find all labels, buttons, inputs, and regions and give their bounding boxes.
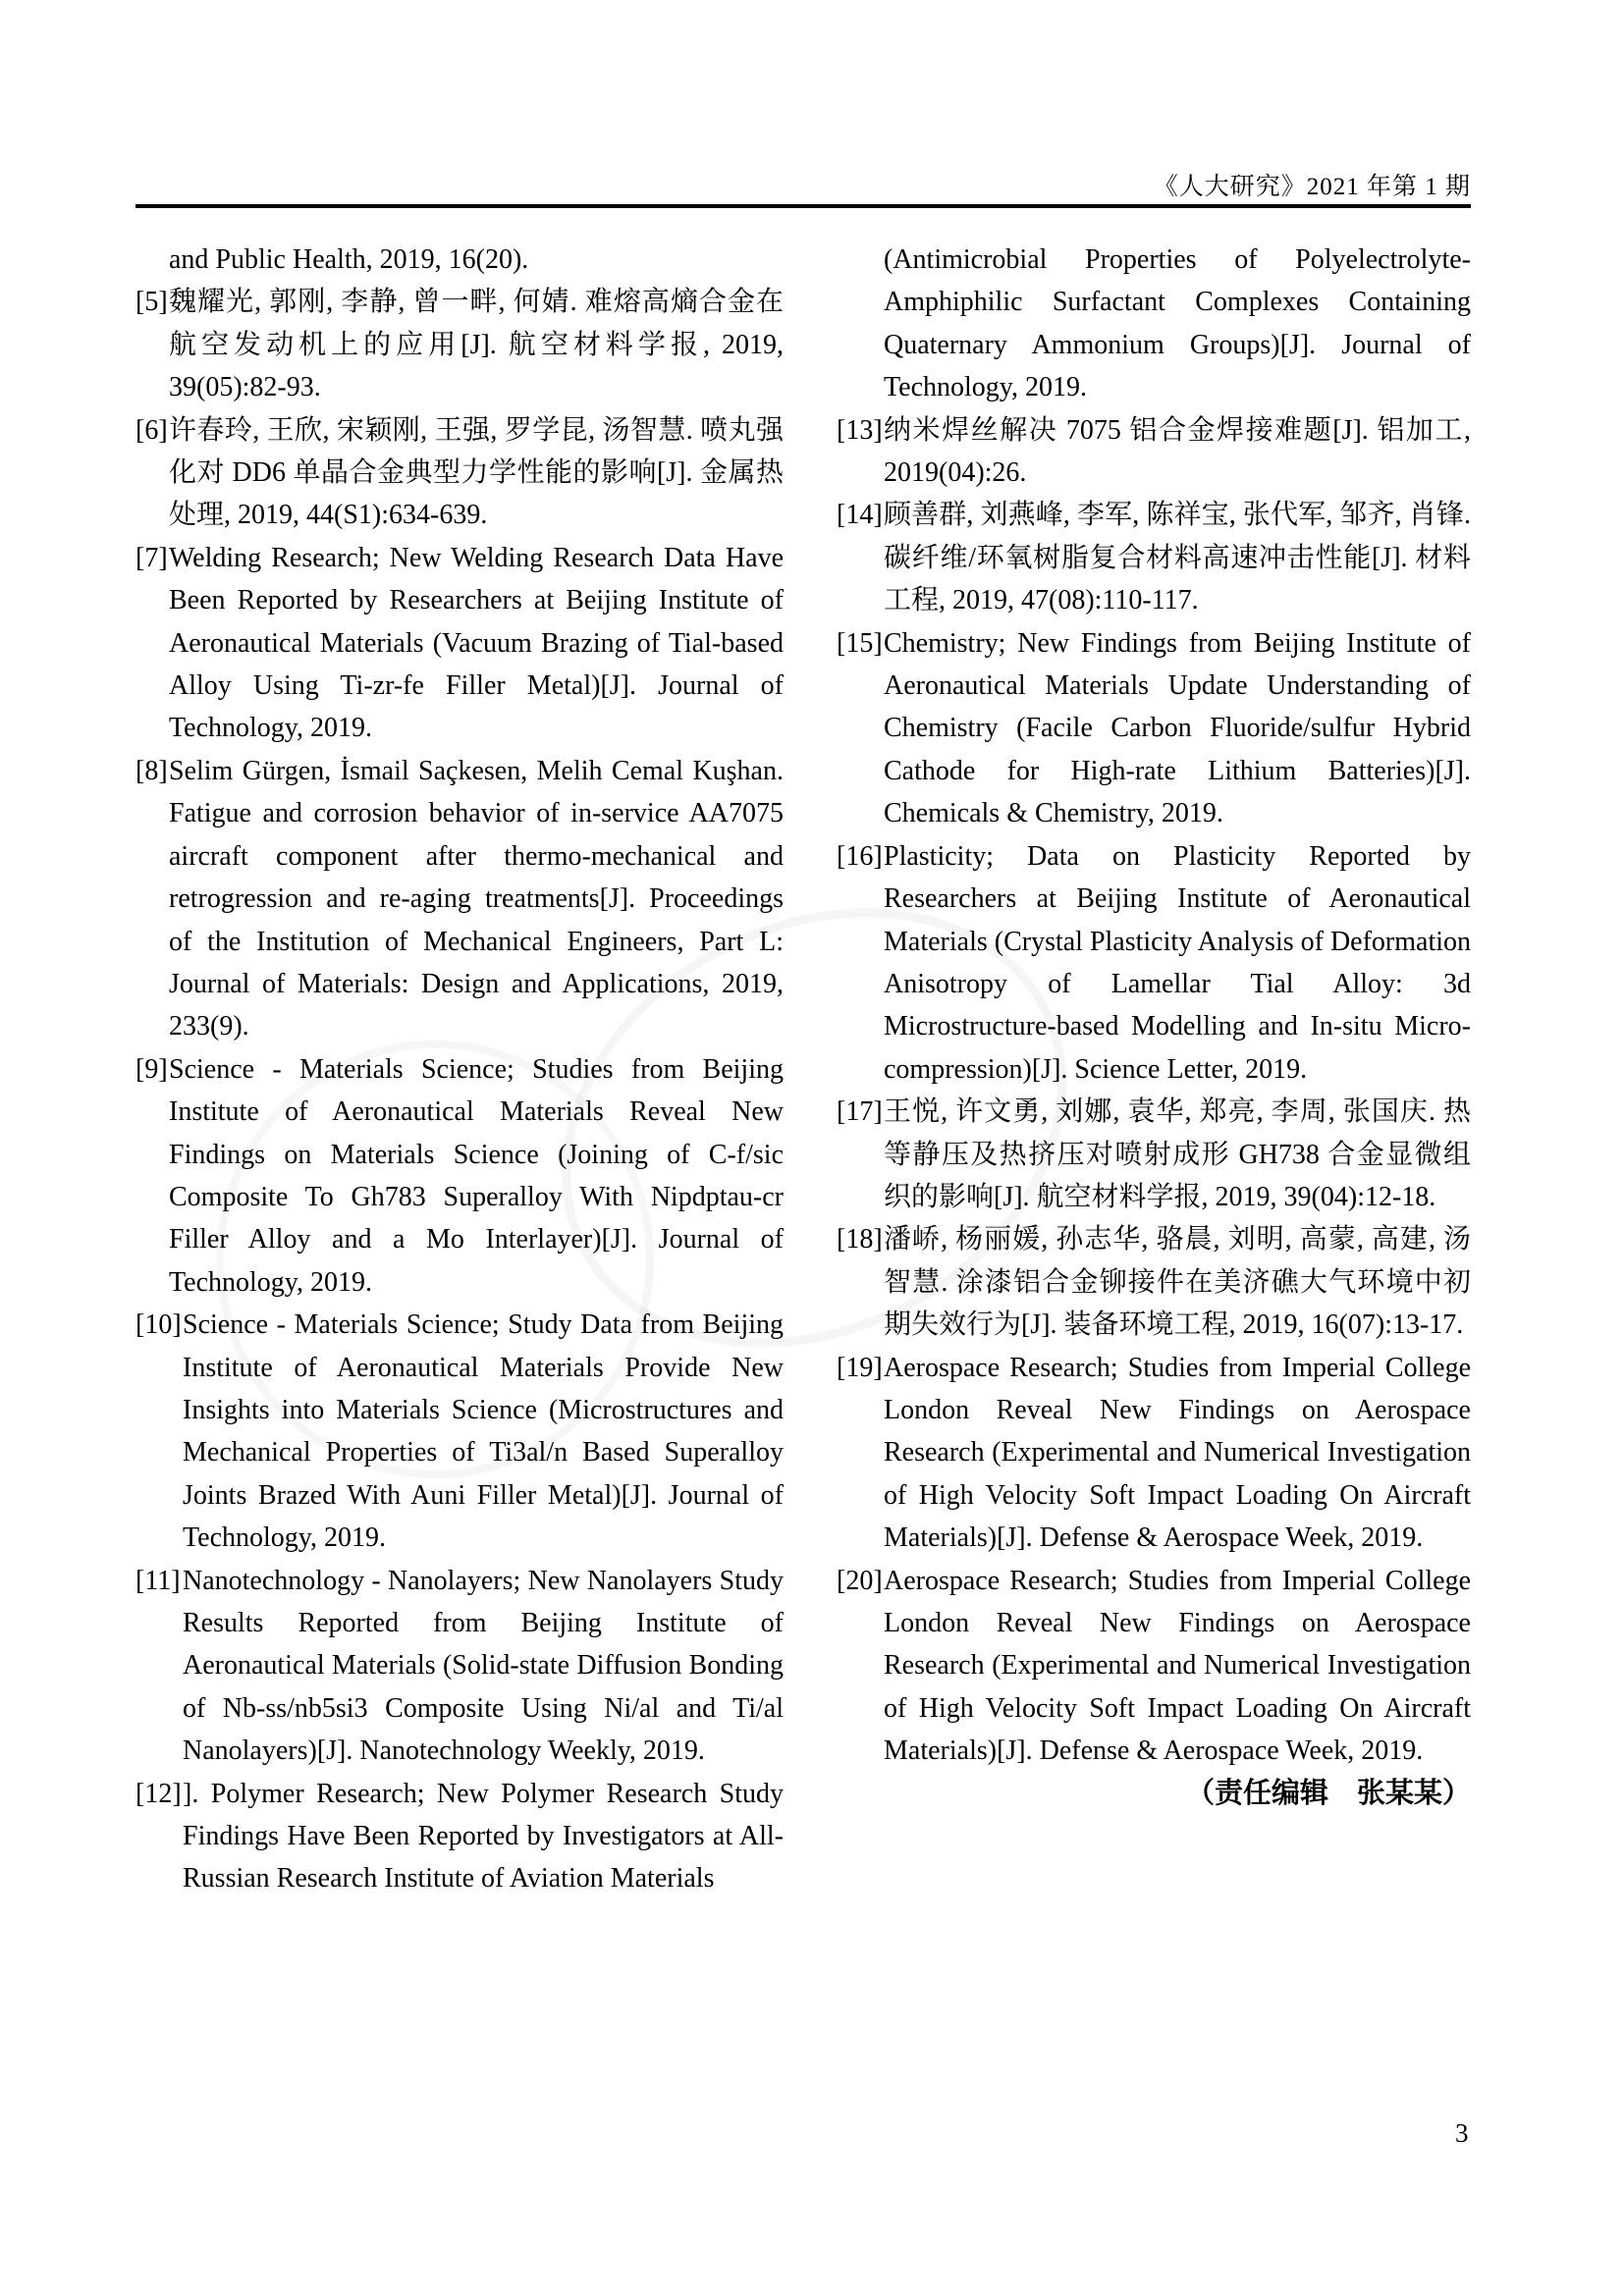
ref-text: Welding Research; New Welding Research Data Have Been Reported by Researchers at Beijing Institute of Aeronautical Materials (Vacuum Brazing of Tial-based Alloy Using Ti-zr-fe Filler Metal)[J]. Journal of Technology, 2019. — [169, 542, 784, 744]
reference-item — [837, 1218, 1471, 1346]
ref-label: [18] — [837, 1224, 883, 1255]
reference-item — [135, 281, 784, 408]
ref-text: Science - Materials Science; Study Data from Beijing Institute of Aeronautical Materials Provide New Insights into Materials Science (Microstructures and Mechanical Properties of Ti3al/n Based Superalloy Joints Brazed With Auni Filler Metal)[J]. Journal of Technology, 2019. — [183, 1309, 784, 1554]
ref-label: [15] — [837, 627, 883, 659]
ref-text: 魏耀光, 郭刚, 李静, 曾一畔, 何婧. 难熔高熵合金在航空发动机上的应用[J]. 航空材料学报, 2019, 39(05):82-93. — [169, 287, 784, 403]
editor-note: （责任编辑 张某某） — [1185, 1777, 1471, 1809]
ref-text: Selim Gürgen, İsmail Saçkesen, Melih Cemal Kuşhan. Fatigue and corrosion behavior of in-service AA7075 aircraft component after thermo-mechanical and retrogression and re-aging treatments[J]. Proceedings of the Institution of Mechanical Engineers, Part L: Journal of Materials: Design and Applications, 2019, 233(9). — [169, 755, 784, 1042]
ref-text: 潘峤, 杨丽媛, 孙志华, 骆晨, 刘明, 高蒙, 高建, 汤智慧. 涂漆铝合金铆接件在美济礁大气环境中初期失效行为[J]. 装备环境工程, 2019, 16(07):13-17. — [884, 1224, 1471, 1341]
ref-text: Plasticity; Data on Plasticity Reported by Researchers at Beijing Institute of Aeronautical Materials (Crystal Plasticity Analysis of Deformation Anisotropy of Lamellar Tial Alloy: 3d Microstructure-based Modelling and In-situ Micro-compression)[J]. Science Letter, 2019. — [884, 840, 1472, 1085]
reference-item — [135, 1304, 784, 1559]
page-header: 《人大研究》2021 年第 1 期 — [1153, 174, 1471, 200]
ref-label: [10] — [135, 1309, 182, 1341]
ref-label: [14] — [837, 500, 883, 531]
ref-label: [16] — [837, 840, 883, 872]
ref-label: [20] — [837, 1565, 883, 1596]
reference-item — [837, 622, 1471, 835]
reference-item — [837, 835, 1471, 1091]
reference-item — [837, 239, 1471, 409]
reference-item — [837, 494, 1471, 621]
ref-text: and Public Health, 2019, 16(20). — [169, 244, 529, 275]
page-number: 3 — [1455, 2118, 1469, 2148]
reference-item — [837, 1091, 1471, 1218]
ref-text: (Antimicrobial Properties of Polyelectrolyte-Amphiphilic Surfactant Complexes Containing Quaternary Ammonium Groups)[J]. Journal of Technology, 2019. — [884, 244, 1471, 403]
ref-label: [7] — [135, 542, 168, 573]
reference-item — [837, 1560, 1471, 1773]
reference-item — [135, 239, 784, 281]
ref-text: 王悦, 许文勇, 刘娜, 袁华, 郑亮, 李周, 张国庆. 热等静压及热挤压对喷射成形 GH738 合金显微组织的影响[J]. 航空材料学报, 2019, 39(04):12-18. — [884, 1096, 1471, 1212]
ref-text: ]. Polymer Research; New Polymer Research Study Findings Have Been Reported by Investigators at All-Russian Research Institute of Aviation Materials — [183, 1778, 784, 1895]
reference-item — [135, 1773, 784, 1900]
ref-label: [17] — [837, 1096, 883, 1128]
ref-label: [5] — [135, 287, 168, 318]
ref-label: [13] — [837, 414, 883, 446]
ref-text: Nanotechnology - Nanolayers; New Nanolayers Study Results Reported from Beijing Institute of Aeronautical Materials (Solid-state Diffusion Bonding of Nb-ss/nb5si3 Composite Using Ni/al and Ti/al Nanolayers)[J]. Nanotechnology Weekly, 2019. — [183, 1565, 784, 1767]
ref-text: 许春玲, 王欣, 宋颖刚, 王强, 罗学昆, 汤智慧. 喷丸强化对 DD6 单晶合金典型力学性能的影响[J]. 金属热处理, 2019, 44(S1):634-639. — [169, 414, 784, 531]
ref-label: [6] — [135, 414, 168, 446]
references-left-column — [135, 239, 784, 1900]
reference-item — [135, 1048, 784, 1304]
ref-label: [12] — [135, 1778, 182, 1809]
reference-item — [135, 409, 784, 537]
ref-label: [9] — [135, 1053, 168, 1085]
reference-item — [837, 409, 1471, 495]
ref-text: Aerospace Research; Studies from Imperial College London Reveal New Findings on Aerospace Research (Experimental and Numerical Investigation of High Velocity Soft Impact Loading On Aircraft Materials)[J]. Defense & Aerospace Week, 2019. — [884, 1352, 1471, 1554]
ref-label: [19] — [837, 1352, 883, 1383]
ref-label: [8] — [135, 755, 168, 786]
ref-text: Aerospace Research; Studies from Imperial College London Reveal New Findings on Aerospace Research (Experimental and Numerical Investigation of High Velocity Soft Impact Loading On Aircraft Materials)[J]. Defense & Aerospace Week, 2019. — [884, 1565, 1471, 1767]
ref-text: 纳米焊丝解决 7075 铝合金焊接难题[J]. 铝加工, 2019(04):26. — [884, 414, 1471, 489]
reference-item — [135, 1560, 784, 1773]
reference-item — [135, 537, 784, 750]
reference-item — [837, 1347, 1471, 1560]
ref-text: Chemistry; New Findings from Beijing Institute of Aeronautical Materials Update Understanding of Chemistry (Facile Carbon Fluoride/sulfur Hybrid Cathode for High-rate Lithium Batteries)[J]. Chemicals & Chemistry, 2019. — [884, 627, 1471, 829]
references-right-column — [837, 239, 1471, 1815]
ref-text: Science - Materials Science; Studies from Beijing Institute of Aeronautical Materials Reveal New Findings on Materials Science (Joining of C-f/sic Composite To Gh783 Superalloy With Nipdptau-cr Filler Alloy and a Mo Interlayer)[J]. Journal of Technology, 2019. — [169, 1053, 784, 1298]
reference-item — [135, 750, 784, 1048]
ref-label: [11] — [135, 1565, 181, 1596]
header-rule — [135, 204, 1471, 208]
ref-text: 顾善群, 刘燕峰, 李军, 陈祥宝, 张代军, 邹齐, 肖锋. 碳纤维/环氧树脂复合材料高速冲击性能[J]. 材料工程, 2019, 47(08):110-117. — [884, 500, 1471, 616]
